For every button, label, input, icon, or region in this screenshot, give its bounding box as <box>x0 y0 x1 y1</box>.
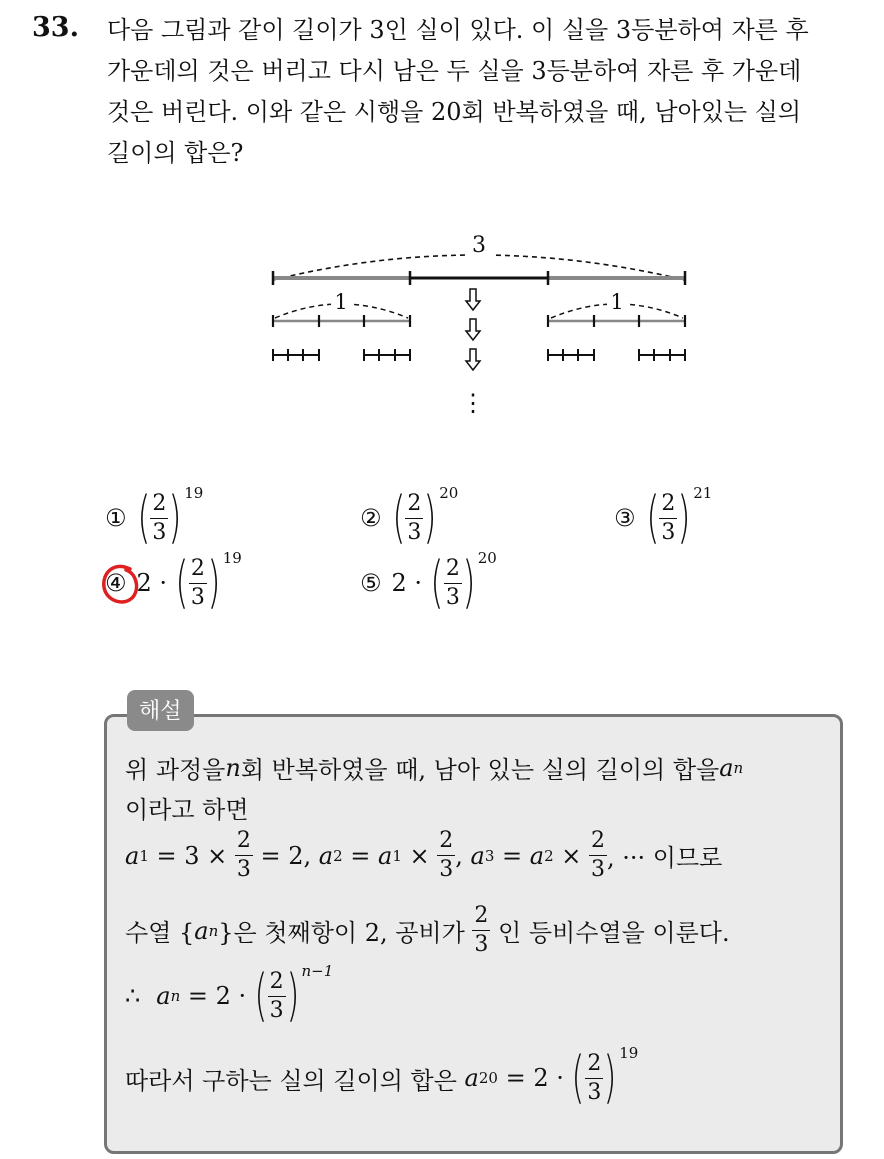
choice-marker: ⑤ <box>360 569 382 597</box>
label-length-3: 3 <box>472 233 486 258</box>
solution-line-6: 따라서 구하는 실의 길이의 합은 a 20 = 2 · ( $\frac{2}{3}$ ) 19 <box>125 1044 639 1110</box>
choice-expression: ( $\frac{2}{3}$ ) 21 <box>645 484 713 550</box>
question-line: 다음 그림과 같이 길이가 3인 실이 있다. 이 실을 3등분하여 자른 후 <box>107 16 809 44</box>
choice-expression: ( $\frac{2}{3}$ ) 19 <box>136 484 204 550</box>
vertical-ellipsis: ⋮ <box>461 389 485 417</box>
solution-line-5: ∴ a n = 2 · ( $\frac{2}{3}$ ) n−1 <box>125 962 334 1028</box>
label-length-1-left: 1 <box>334 290 348 314</box>
solution-line-3: a 1 = 3 × $\frac{2}{3}$ = 2, a 2 = a 1 × $\frac{2}{3}$ , a 3 = a 2 × $\frac{2}{3}$ , ··· 이므로 <box>125 828 723 882</box>
question-line: 가운데의 것은 버리고 다시 남은 두 실을 3등분하여 자른 후 가운데 <box>107 57 802 85</box>
solution-line-4: 수열 { a n }은 첫째항이 2, 공비가 $\frac{2}{3}$ 인 등비수열을 이룬다. <box>125 903 730 957</box>
question-line: 길이의 합은? <box>107 139 244 167</box>
question-line: 것은 버린다. 이와 같은 시행을 20회 반복하였을 때, 남아있는 실의 <box>107 98 802 126</box>
choice-marker: ③ <box>614 504 636 532</box>
label-length-1-right: 1 <box>610 290 624 314</box>
choice-marker: ① <box>105 504 127 532</box>
question-text <box>107 10 867 174</box>
choice-marker: ④ <box>105 569 127 597</box>
solution-tag: 해설 <box>127 690 194 731</box>
question-number: 33. <box>32 12 79 43</box>
red-answer-circle-mark <box>100 563 140 609</box>
solution-line-2: 이라고 하면 <box>125 796 249 824</box>
choice-expression: ( $\frac{2}{3}$ ) 20 <box>391 484 459 550</box>
solution-line-1: 위 과정을 n 회 반복하였을 때, 남아 있는 실의 길이의 합을 a n <box>125 753 744 784</box>
choice-3[interactable] <box>614 484 713 550</box>
choice-2[interactable] <box>360 484 459 550</box>
string-division-figure <box>265 225 705 425</box>
choice-expression: 2 · ( $\frac{2}{3}$ ) 19 <box>136 549 242 615</box>
choice-expression: 2 · ( $\frac{2}{3}$ ) 20 <box>391 549 497 615</box>
choice-5[interactable] <box>360 549 497 615</box>
choice-marker: ② <box>360 504 382 532</box>
down-arrow-icon <box>466 289 480 370</box>
choice-1[interactable] <box>105 484 204 550</box>
